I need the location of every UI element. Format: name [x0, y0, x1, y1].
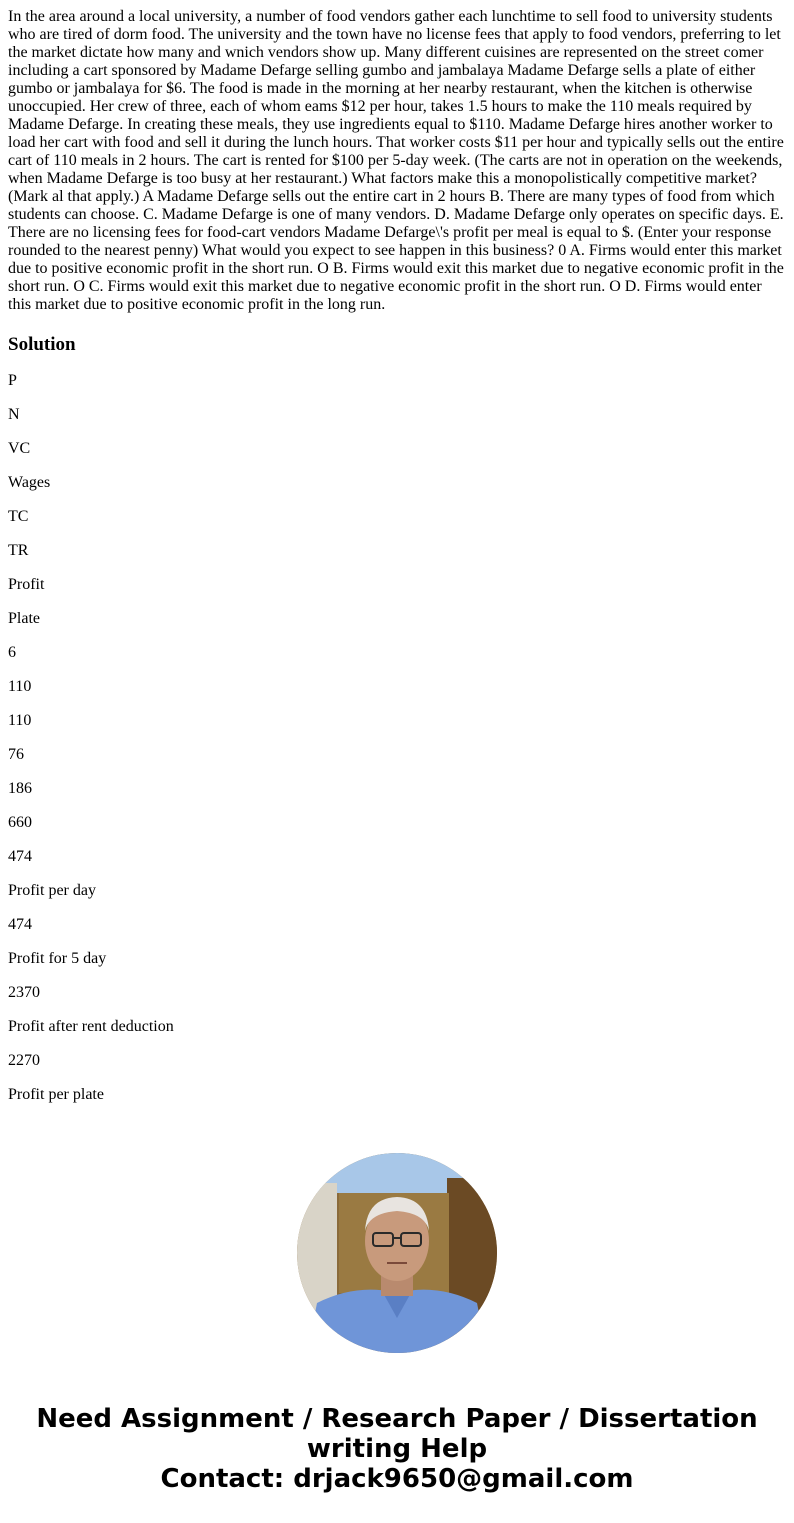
- solution-line: 2270: [8, 1052, 40, 1069]
- solution-line: Profit per day: [8, 882, 96, 899]
- solution-line: VC: [8, 440, 31, 457]
- solution-line: 76: [8, 746, 24, 763]
- solution-list: [8, 372, 786, 1104]
- solution-line: 6: [8, 644, 16, 661]
- footer-contact: Contact: drjack9650@gmail.com: [160, 1464, 634, 1494]
- solution-line: P: [8, 372, 17, 389]
- solution-line: Plate: [8, 610, 40, 627]
- solution-heading: Solution: [8, 334, 76, 355]
- solution-line: TR: [8, 542, 29, 559]
- avatar-portrait-icon: [297, 1153, 497, 1353]
- footer-line-1: Need Assignment / Research Paper / Dissertation: [36, 1404, 758, 1434]
- question-text: In the area around a local university, a number of food vendors gather each lunchtime to sell food to university students who are tired of dorm food. The university and the town have no license fees that apply to food vendors, preferring to let the market dictate how many and wnich vendors show up. Many different cuisines are represented on the street comer including a cart sponsored by Madame Defarge selling gumbo and jambalaya Madame Defarge sells a plate of either gumbo or jambalaya for $6. The food is made in the morning at her nearby restaurant, when the kitchen is otherwise unoccupied. Her crew of three, each of whom eams $12 per hour, takes 1.5 hours to make the 110 meals required by Madame Defarge. In creating these meals, they use ingredients equal to $110. Madame Defarge hires another worker to load her cart with food and sell it during the lunch hours. That worker costs $11 per hour and typically sells out the entire cart of 110 meals in 2 hours. The cart is rented for $100 per 5-day week. (The carts are not in operation on the weekends, when Madame Defarge is too busy at her restaurant.) What factors make this a monopolistically competitive market? (Mark al that apply.) A Madame Defarge sells out the entire cart in 2 hours B. There are many types of food from which students can choose. C. Madame Defarge is one of many vendors. D. Madame Defarge only operates on specific days. E. There are no licensing fees for food-cart vendors Madame Defarge\'s profit per meal is equal to $. (Enter your response rounded to the nearest penny) What would you expect to see happen in this business? 0 A. Firms would enter this market due to positive economic profit in the short run. O B. Firms would exit this market due to negative economic profit in the short run. O C. Firms would exit this market due to negative economic profit in the short run. O D. Firms would enter this market due to positive economic profit in the long run.: [8, 8, 784, 313]
- solution-line: Profit: [8, 576, 45, 593]
- solution-line: 660: [8, 814, 32, 831]
- solution-line: 186: [8, 780, 32, 797]
- footer-line-2: writing Help: [306, 1434, 488, 1464]
- solution-line: Wages: [8, 474, 51, 491]
- solution-line: N: [8, 406, 20, 423]
- solution-line: 474: [8, 848, 32, 865]
- solution-line: 474: [8, 916, 32, 933]
- solution-line: Profit after rent deduction: [8, 1018, 174, 1035]
- solution-line: TC: [8, 508, 29, 525]
- solution-line: Profit per plate: [8, 1086, 104, 1103]
- avatar: [297, 1153, 497, 1353]
- contact-footer: [0, 1404, 794, 1494]
- solution-line: Profit for 5 day: [8, 950, 107, 967]
- solution-line: 110: [8, 678, 32, 695]
- solution-line: 2370: [8, 984, 40, 1001]
- solution-line: 110: [8, 712, 32, 729]
